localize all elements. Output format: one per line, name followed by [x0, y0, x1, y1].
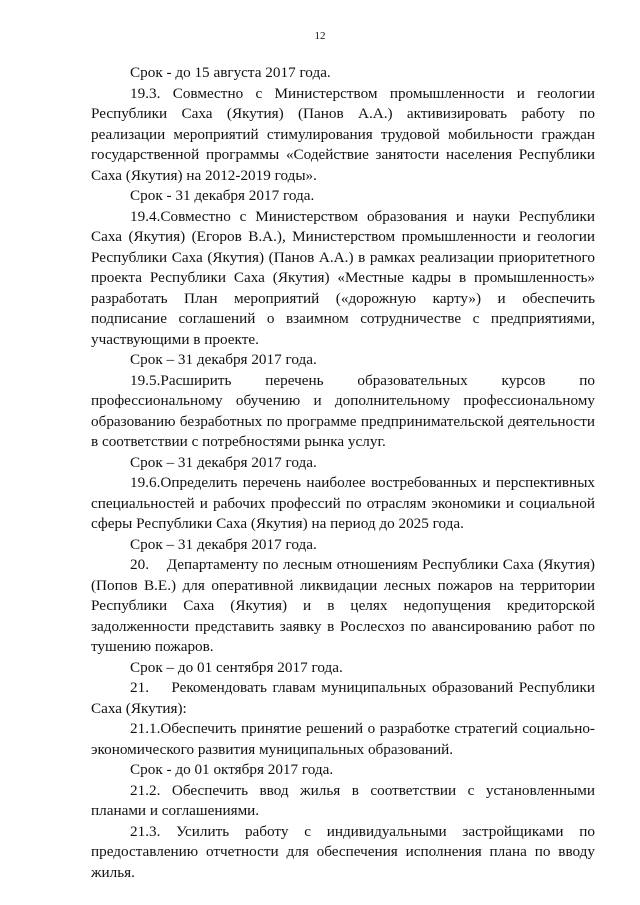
document-body [91, 63, 599, 883]
item-19-6-paragraph: 19.6.Определить перечень наиболее востребованных и перспективных специальностей и рабочих профессий по отраслям экономики и социальной сферы Республики Саха (Якутия) на период до 2025 года. [91, 474, 595, 532]
item-21-2-paragraph: 21.2. Обеспечить ввод жилья в соответствии с установленными планами и соглашениями. [91, 781, 595, 819]
item-21-paragraph: 21. Рекомендовать главам муниципальных образований Республики Саха (Якутия): [91, 679, 599, 717]
item-21-1-paragraph: 21.1.Обеспечить принятие решений о разработке стратегий социально-экономического развития муниципальных образований. [91, 720, 595, 758]
item-20-paragraph: 20. Департаменту по лесным отношениям Республики Саха (Якутия) (Попов В.Е.) для оперативной ликвидации лесных пожаров на территории Республики Саха (Якутия) и в целях недопущения кредиторской задолженности представить заявку в Рослесхоз по авансированию работ по тушению пожаров. [91, 556, 599, 655]
item-19-5-paragraph: 19.5.Расширить перечень образовательных курсов по профессиональному обучению и дополнительному профессиональному образованию безработных по программе предпринимательской деятельности в соответствии с потребностями рынка услуг. [91, 371, 595, 450]
deadline-paragraph: Срок – до 01 сентября 2017 года. [130, 658, 343, 676]
deadline-paragraph: Срок – 31 декабря 2017 года. [130, 351, 317, 368]
item-19-4-paragraph: 19.4.Совместно с Министерством образования и науки Республики Саха (Якутия) (Егоров В.А.), Министерством промышленности и геологии Республики Саха (Якутия) (Панов А.А.) в рамках реализации приоритетного проекта Республики Саха (Якутия) «Местные кадры в промышленность» разработать План мероприятий («дорожную карту») и обеспечить подписание соглашений о взаимном сотрудничестве с предприятиями, участвующими в проекте. [91, 207, 595, 348]
page-number: 12 [314, 30, 326, 42]
deadline-paragraph: Срок - до 01 октября 2017 года. [130, 761, 334, 778]
item-19-3-paragraph: 19.3. Совместно с Министерством промышленности и геологии Республики Саха (Якутия) (Панов А.А.) активизировать работу по реализации мероприятий стимулирования трудовой мобильности граждан государственной программы «Содействие занятости населения Республики Саха (Якутия) на 2012-2019 годы». [91, 84, 595, 184]
item-21-3-paragraph: 21.3. Усилить работу с индивидуальными застройщиками по предоставлению отчетности для обеспечения исполнения плана по вводу жилья. [91, 822, 595, 881]
deadline-paragraph: Срок – 31 декабря 2017 года. [130, 453, 317, 471]
deadline-paragraph: Срок - до 15 августа 2017 года. [130, 64, 331, 81]
deadline-paragraph: Срок – 31 декабря 2017 года. [130, 535, 317, 553]
deadline-paragraph: Срок - 31 декабря 2017 года. [130, 187, 315, 204]
